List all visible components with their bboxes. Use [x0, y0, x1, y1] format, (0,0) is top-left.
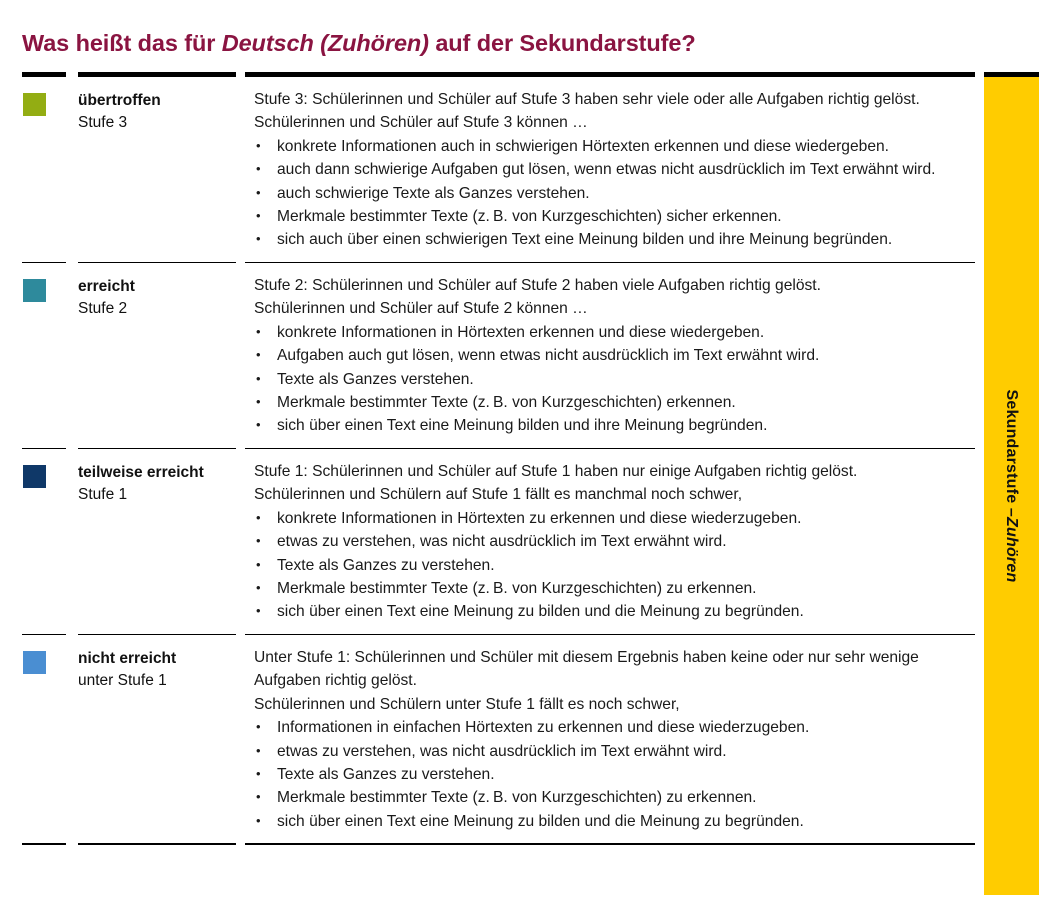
level-sublabel: Stufe 1 — [78, 486, 128, 504]
list-item: • konkrete Informationen in Hörtexten erkennen und diese wiedergeben. — [254, 321, 969, 344]
level-swatch-cell — [22, 635, 78, 674]
list-item: • konkrete Informationen in Hörtexten zu erkennen und diese wiederzugeben. — [254, 507, 969, 530]
page-title-italic: Deutsch (Zuhören) — [221, 29, 429, 56]
level-sublabel: Stufe 3 — [78, 114, 128, 131]
level-body-cell — [245, 449, 975, 634]
rule-gap — [66, 843, 78, 844]
level-color-swatch — [23, 279, 46, 302]
level-label: teilweise erreicht — [78, 464, 204, 482]
list-item: • Merkmale bestimmter Texte (z. B. von Kurzgeschichten) zu erkennen. — [254, 786, 969, 809]
table-row — [22, 263, 975, 448]
list-item: • konkrete Informationen auch in schwierigen Hörtexten erkennen und diese wiedergeben. — [254, 135, 969, 158]
level-intro: Unter Stufe 1: Schülerinnen und Schüler mit diesem Ergebnis haben keine oder nur sehr wenige Aufgaben richtig gelöst. — [254, 649, 919, 690]
list-item: • Texte als Ganzes verstehen. — [254, 368, 969, 391]
page-title-suffix: auf der Sekundarstufe? — [428, 29, 696, 56]
list-item: • sich auch über einen schwierigen Text eine Meinung bilden und ihre Meinung begründen. — [254, 228, 969, 251]
level-bullet-list — [254, 321, 969, 438]
level-swatch-cell — [22, 449, 78, 488]
list-item: • Merkmale bestimmter Texte (z. B. von Kurzgeschichten) erkennen. — [254, 391, 969, 414]
list-item: • sich über einen Text eine Meinung bilden und ihre Meinung begründen. — [254, 414, 969, 437]
list-item: • auch schwierige Texte als Ganzes verstehen. — [254, 182, 969, 205]
level-label-cell — [78, 635, 245, 692]
level-bullet-list — [254, 135, 969, 252]
level-color-swatch — [23, 93, 46, 116]
level-lead: Schülerinnen und Schülern auf Stufe 1 fällt es manchmal noch schwer, — [254, 486, 743, 504]
level-label: übertroffen — [78, 92, 161, 109]
level-label-cell — [78, 449, 245, 506]
level-body-cell — [245, 263, 975, 448]
table-bottom-rule — [22, 843, 975, 844]
level-sublabel: unter Stufe 1 — [78, 672, 167, 690]
list-item: • etwas zu verstehen, was nicht ausdrücklich im Text erwähnt wird. — [254, 530, 969, 553]
table-row — [22, 77, 975, 262]
level-lead: Schülerinnen und Schülern unter Stufe 1 fällt es noch schwer, — [254, 695, 680, 713]
list-item: • Texte als Ganzes zu verstehen. — [254, 554, 969, 577]
level-body-cell — [245, 77, 975, 262]
rule-segment-swatch — [22, 843, 66, 844]
side-tab — [984, 77, 1039, 895]
list-item: • sich über einen Text eine Meinung zu bilden und die Meinung zu begründen. — [254, 600, 969, 623]
page-title — [22, 30, 696, 57]
level-label-cell — [78, 77, 245, 134]
level-bullet-list — [254, 507, 969, 624]
rule-segment-body — [245, 843, 975, 844]
level-body-cell — [245, 635, 975, 843]
table-row — [22, 635, 975, 843]
list-item: • Aufgaben auch gut lösen, wenn etwas nicht ausdrücklich im Text erwähnt wird. — [254, 344, 969, 367]
level-label: erreicht — [78, 278, 135, 296]
side-tab-label — [984, 77, 1039, 895]
level-swatch-cell — [22, 263, 78, 302]
level-swatch-cell — [22, 77, 78, 116]
level-lead: Schülerinnen und Schüler auf Stufe 2 können … — [254, 300, 588, 318]
level-intro: Stufe 3: Schülerinnen und Schüler auf Stufe 3 haben sehr viele oder alle Aufgaben richtig gelöst. — [254, 91, 920, 108]
list-item: • Merkmale bestimmter Texte (z. B. von Kurzgeschichten) sicher erkennen. — [254, 205, 969, 228]
rule-segment-label — [78, 843, 236, 844]
level-intro: Stufe 1: Schülerinnen und Schüler auf Stufe 1 haben nur einige Aufgaben richtig gelöst. — [254, 463, 858, 481]
rule-gap — [236, 843, 245, 844]
list-item: • etwas zu verstehen, was nicht ausdrücklich im Text erwähnt wird. — [254, 740, 969, 763]
list-item: • auch dann schwierige Aufgaben gut lösen, wenn etwas nicht ausdrücklich im Text erwähnt wird. — [254, 158, 969, 181]
side-tab-label-plain: Sekundarstufe – — [1003, 389, 1021, 518]
level-label: nicht erreicht — [78, 650, 177, 668]
level-label-cell — [78, 263, 245, 320]
list-item: • Merkmale bestimmter Texte (z. B. von Kurzgeschichten) zu erkennen. — [254, 577, 969, 600]
list-item: • sich über einen Text eine Meinung zu bilden und die Meinung zu begründen. — [254, 810, 969, 833]
list-item: • Texte als Ganzes zu verstehen. — [254, 763, 969, 786]
table-row — [22, 449, 975, 634]
levels-table — [22, 72, 975, 845]
side-tab-label-italic: Zuhören — [1003, 517, 1021, 583]
level-lead: Schülerinnen und Schüler auf Stufe 3 können … — [254, 114, 588, 132]
level-color-swatch — [23, 465, 46, 488]
level-bullet-list — [254, 716, 969, 833]
level-intro: Stufe 2: Schülerinnen und Schüler auf Stufe 2 haben viele Aufgaben richtig gelöst. — [254, 277, 821, 295]
level-color-swatch — [23, 651, 46, 674]
page-title-prefix: Was heißt das für — [22, 29, 222, 56]
list-item: • Informationen in einfachen Hörtexten zu erkennen und diese wiederzugeben. — [254, 716, 969, 739]
level-sublabel: Stufe 2 — [78, 300, 128, 318]
